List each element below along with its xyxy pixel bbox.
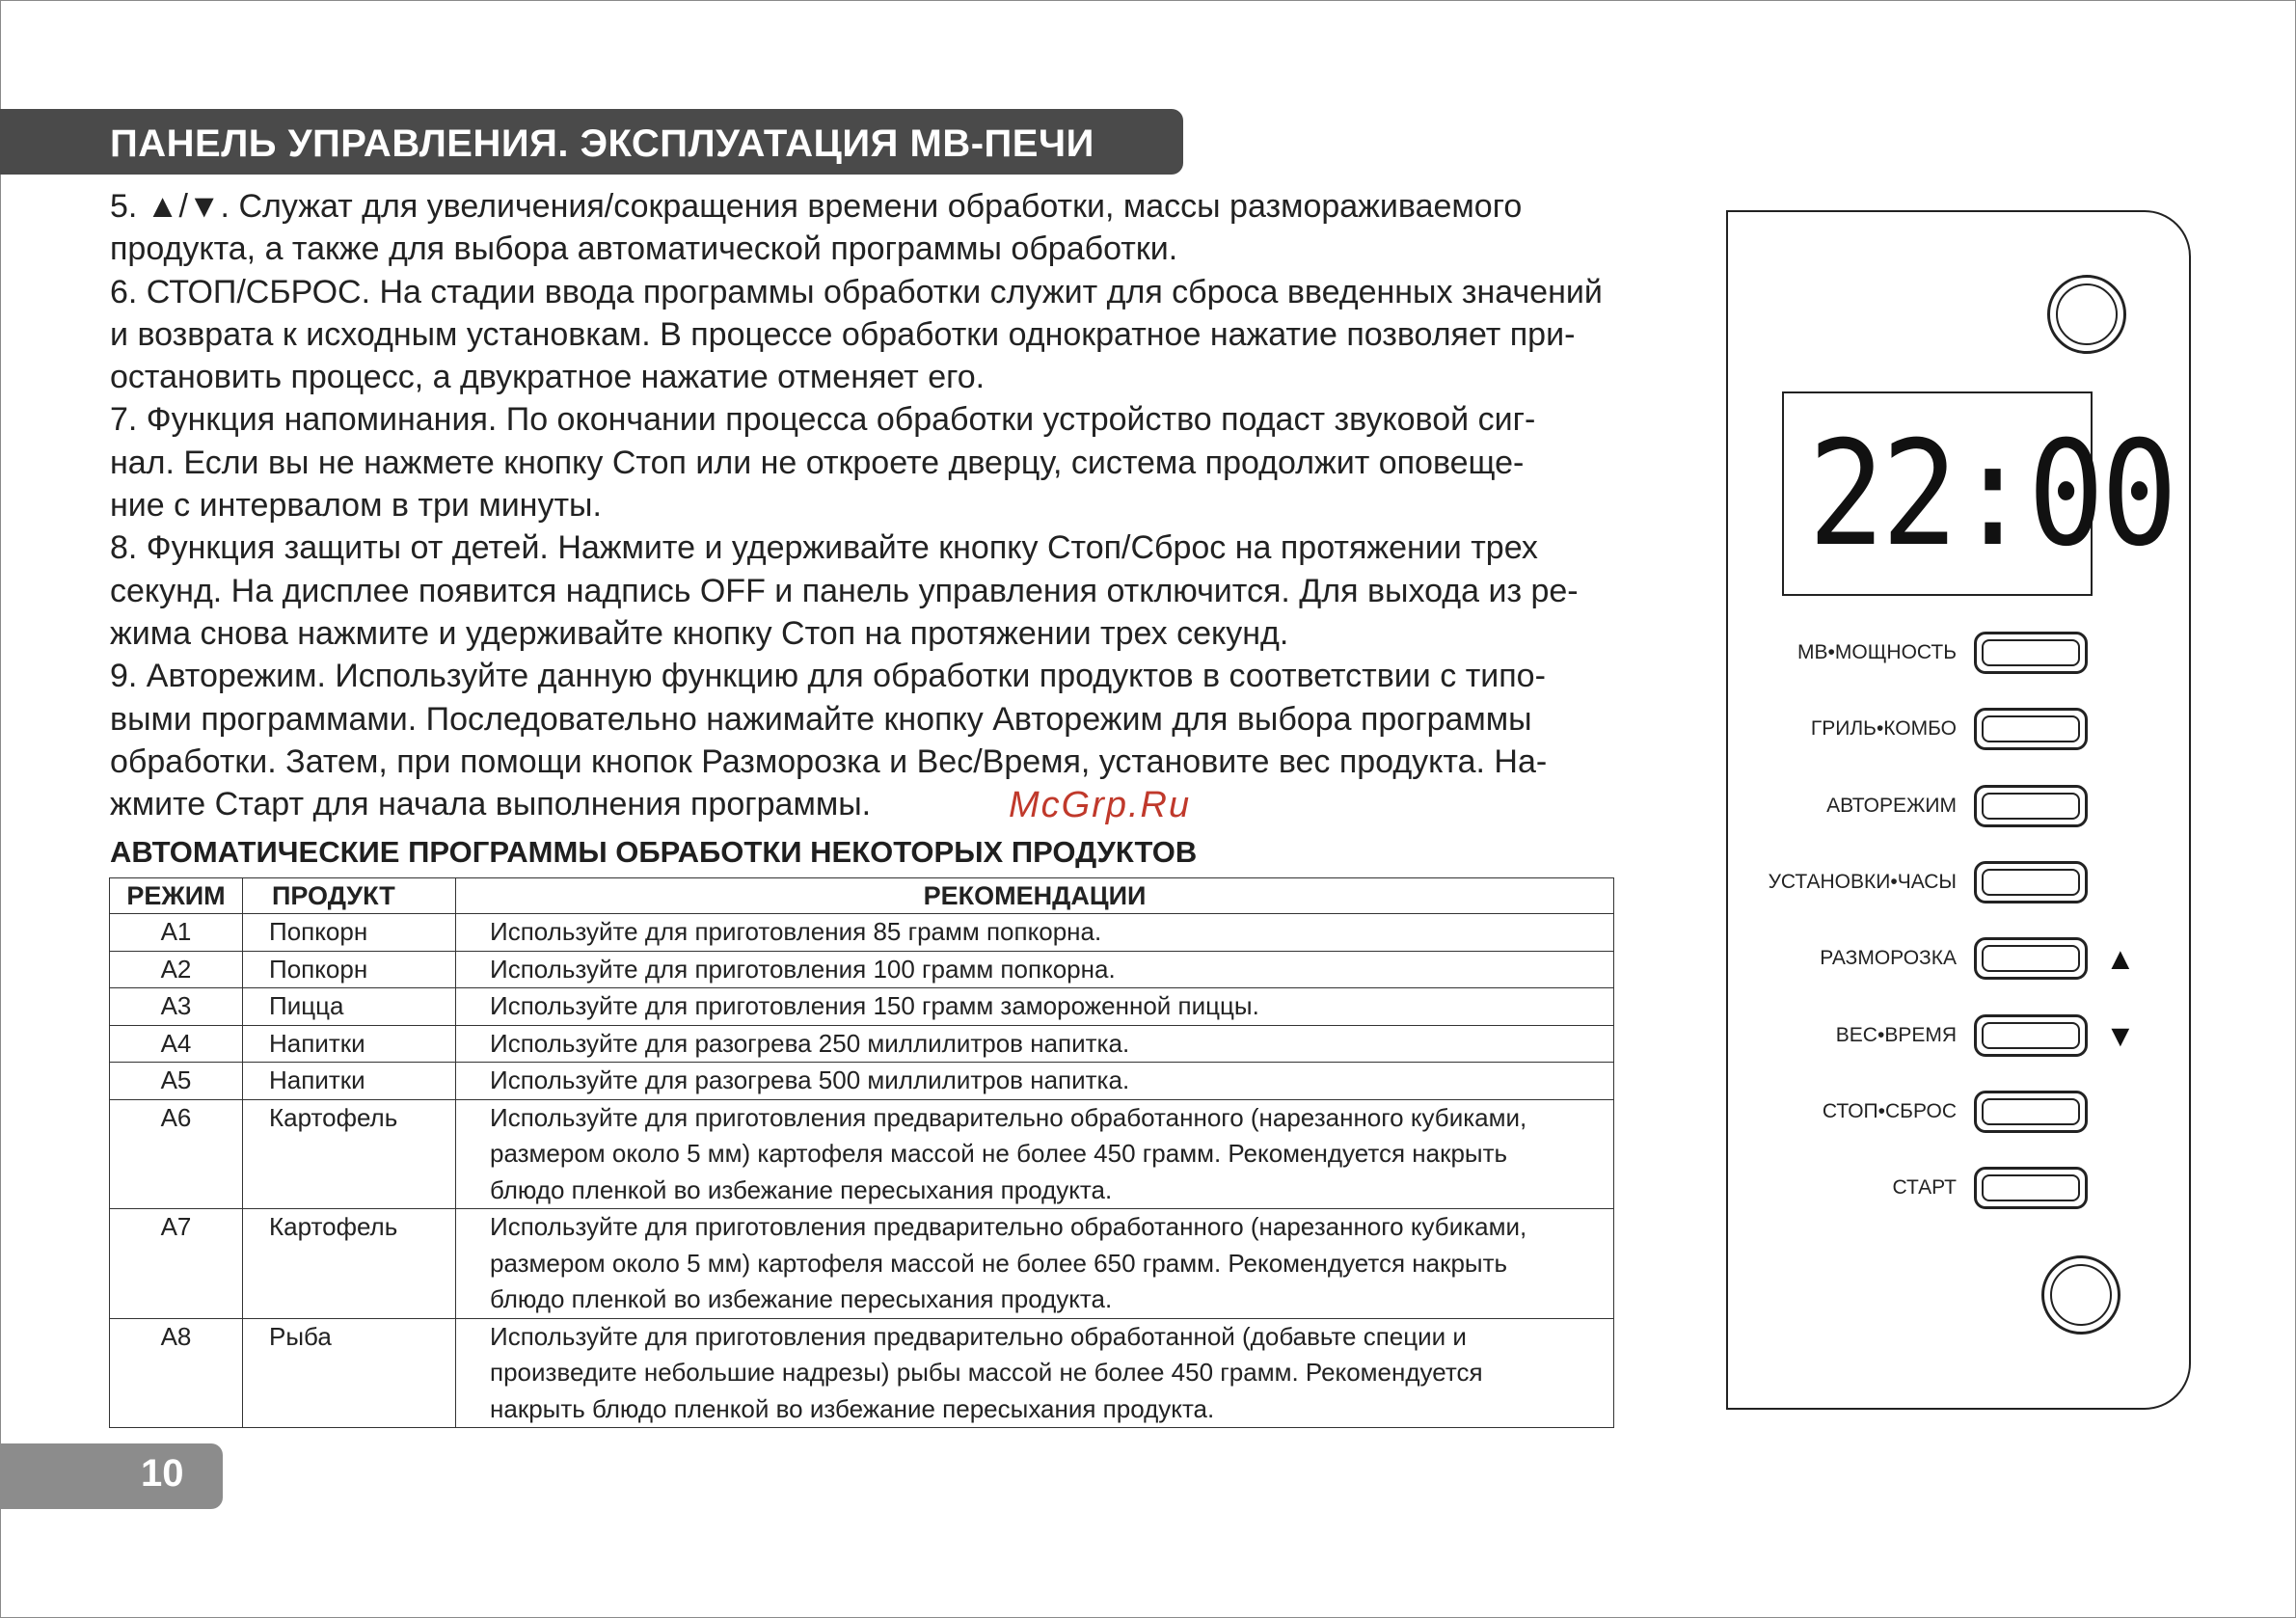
text-line: и возврата к исходным установкам. В процессе обработки однократное нажатие позволяет при- [110,315,1576,353]
row-mode: A3 [110,988,243,1026]
recommendation-line: Используйте для приготовления предварительно обработанного (нарезанного кубиками, [490,1212,1527,1241]
header-recommendations: РЕКОМЕНДАЦИИ [456,878,1614,914]
recommendation-line: блюдо пленкой во избежание пересыхания продукта. [490,1284,1113,1313]
panel-button-label: СТОП•СБРОС [1822,1099,1957,1122]
table-row [110,1099,1614,1209]
row-recommendation [456,951,1614,988]
bottom-knob-icon [2041,1255,2120,1335]
recommendation-line: Используйте для приготовления 85 грамм попкорна. [490,917,1102,946]
text-line: выми программами. Последовательно нажимайте кнопку Авторежим для выбора программы [110,700,1532,738]
panel-button-label: УСТАНОВКИ•ЧАСЫ [1768,870,1957,893]
text-line: секунд. На дисплее появится надпись OFF и панель управления отключится. Для выхода из ре- [110,572,1579,609]
panel-button-label: АВТОРЕЖИМ [1826,794,1957,817]
row-recommendation [456,1063,1614,1100]
text-line: жима снова нажмите и удерживайте кнопку Стоп на протяжении трех секунд. [110,614,1289,652]
arrow-down-icon: ▼ [2105,1017,2136,1053]
recommendation-line: Используйте для приготовления предварительно обработанного (нарезанного кубиками, [490,1102,1527,1132]
panel-button [1974,1014,2088,1057]
table-row [110,988,1614,1026]
text-line: остановить процесс, а двукратное нажатие отменяет его. [110,359,986,396]
row-product: Попкорн [243,951,456,988]
panel-button [1974,632,2088,674]
panel-button-label: СТАРТ [1892,1176,1957,1200]
table-header-row [110,878,1614,914]
row-mode: A7 [110,1209,243,1319]
table-row [110,914,1614,952]
row-recommendation [456,1025,1614,1063]
panel-button [1974,708,2088,750]
table-row [110,1318,1614,1428]
panel-button-label: РАЗМОРОЗКА [1820,947,1957,970]
page-number-tab [0,1443,223,1509]
panel-button-label: ВЕС•ВРЕМЯ [1835,1023,1957,1046]
panel-button-label: ГРИЛЬ•КОМБО [1810,717,1957,741]
row-mode: A6 [110,1099,243,1209]
row-product: Напитки [243,1063,456,1100]
row-product: Попкорн [243,914,456,952]
page-number: 10 [141,1452,184,1495]
text-line: 7. Функция напоминания. По окончании процесса обработки устройство подаст звуковой сиг- [110,401,1536,439]
row-mode: A1 [110,914,243,952]
table-row [110,1209,1614,1319]
row-product: Картофель [243,1209,456,1319]
text-line: 8. Функция защиты от детей. Нажмите и удерживайте кнопку Стоп/Сброс на протяжении трех [110,529,1538,567]
row-product: Напитки [243,1025,456,1063]
row-mode: A8 [110,1318,243,1428]
recommendation-line: размером около 5 мм) картофеля массой не более 650 грамм. Рекомендуется накрыть [490,1248,1508,1278]
panel-button [1974,1167,2088,1209]
row-recommendation [456,1318,1614,1428]
panel-button-label: МВ•МОЩНОСТЬ [1797,641,1957,663]
recommendation-line: Используйте для приготовления 150 грамм замороженной пиццы. [490,991,1259,1020]
recommendation-line: накрыть блюдо пленкой во избежание пересыхания продукта. [490,1393,1215,1423]
row-recommendation [456,1099,1614,1209]
text-line: ние с интервалом в три минуты. [110,487,602,525]
page-title: ПАНЕЛЬ УПРАВЛЕНИЯ. ЭКСПЛУАТАЦИЯ МВ-ПЕЧИ [110,122,1094,165]
text-line: обработки. Затем, при помощи кнопок Разморозка и Вес/Время, установите вес продукта. На- [110,742,1548,780]
text-line: 9. Авторежим. Используйте данную функцию для обработки продуктов в соответствии с типо- [110,658,1546,695]
recommendation-line: произведите небольшие надрезы) рыбы массой не более 450 грамм. Рекомендуется [490,1358,1483,1387]
text-line: жмите Старт для начала выполнения программы. [110,786,872,823]
row-recommendation [456,1209,1614,1319]
text-line: 6. СТОП/СБРОС. На стадии ввода программы обработки служит для сброса введенных значений [110,273,1603,310]
panel-button [1974,1091,2088,1133]
section-title: АВТОМАТИЧЕСКИЕ ПРОГРАММЫ ОБРАБОТКИ НЕКОТОРЫХ ПРОДУКТОВ [110,835,1198,869]
row-product: Картофель [243,1099,456,1209]
row-product: Пицца [243,988,456,1026]
recommendation-line: Используйте для разогрева 500 миллилитров напитка. [490,1065,1130,1094]
control-panel [1726,210,2191,1410]
recommendation-line: размером около 5 мм) картофеля массой не более 450 грамм. Рекомендуется накрыть [490,1139,1508,1168]
text-line: продукта, а также для выбора автоматической программы обработки. [110,230,1178,268]
recommendation-line: Используйте для разогрева 250 миллилитров напитка. [490,1028,1130,1058]
row-mode: A5 [110,1063,243,1100]
top-knob-icon [2047,275,2126,354]
recommendation-line: Используйте для приготовления предварительно обработанной (добавьте специи и [490,1321,1467,1351]
header-mode: РЕЖИМ [110,878,243,914]
panel-button [1974,785,2088,827]
display-time: 22:00 [1808,411,2174,579]
header-product: ПРОДУКТ [243,878,456,914]
recommendation-line: блюдо пленкой во избежание пересыхания продукта. [490,1174,1113,1204]
row-mode: A4 [110,1025,243,1063]
instructions-text [110,185,1701,825]
row-recommendation [456,988,1614,1026]
table-row [110,1025,1614,1063]
programs-table [109,877,1614,1428]
text-line: нал. Если вы не нажмете кнопку Стоп или не откроете дверцу, система продолжит оповеще- [110,444,1525,481]
watermark: McGrp.Ru [1009,785,1192,825]
table-row [110,951,1614,988]
row-product: Рыба [243,1318,456,1428]
panel-button [1974,937,2088,980]
recommendation-line: Используйте для приготовления 100 грамм попкорна. [490,954,1116,984]
row-recommendation [456,914,1614,952]
row-mode: A2 [110,951,243,988]
arrow-up-icon: ▲ [2105,941,2136,977]
text-line: 5. ▲/▼. Служат для увеличения/сокращения времени обработки, массы размораживаемого [110,188,1523,225]
panel-button [1974,861,2088,903]
table-row [110,1063,1614,1100]
